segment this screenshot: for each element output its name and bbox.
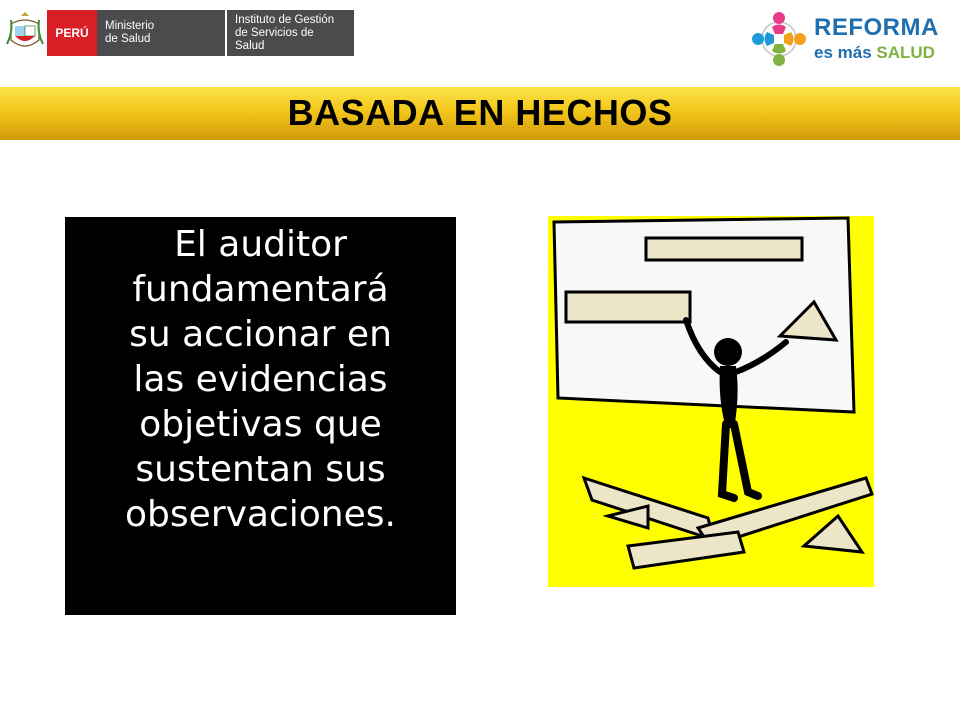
body-line: fundamentará bbox=[132, 269, 389, 310]
reforma-subtitle bbox=[814, 43, 935, 63]
body-text bbox=[65, 222, 456, 537]
coat-of-arms-icon bbox=[3, 10, 47, 56]
institute-label bbox=[227, 10, 354, 56]
body-line: sustentan sus bbox=[135, 449, 386, 490]
figure-head bbox=[714, 338, 742, 366]
body-line: El auditor bbox=[174, 224, 347, 265]
ministry-line-2: de Salud bbox=[105, 33, 151, 45]
ministry-line-1: Ministerio bbox=[105, 20, 155, 32]
reforma-subtitle-prefix: es más bbox=[814, 43, 872, 62]
reforma-title: REFORMA bbox=[814, 14, 939, 41]
auditor-illustration bbox=[548, 216, 874, 587]
ministry-label bbox=[97, 10, 227, 56]
slide-title: BASADA EN HECHOS bbox=[287, 92, 673, 133]
minsa-igss-logo bbox=[3, 10, 354, 56]
reforma-subtitle-highlight: SALUD bbox=[876, 43, 935, 62]
document-strip-top bbox=[646, 238, 802, 260]
body-line: observaciones. bbox=[125, 494, 396, 535]
reforma-logo bbox=[750, 10, 945, 68]
reforma-people-icon bbox=[750, 10, 808, 68]
body-line: su accionar en bbox=[129, 314, 392, 355]
body-line: objetivas que bbox=[139, 404, 382, 445]
institute-line-2: de Servicios de Salud bbox=[235, 26, 314, 52]
body-line: las evidencias bbox=[133, 359, 388, 400]
institute-line-1: Instituto de Gestión bbox=[235, 13, 335, 26]
peru-label: PERÚ bbox=[47, 10, 97, 56]
document-strip-left bbox=[566, 292, 690, 322]
